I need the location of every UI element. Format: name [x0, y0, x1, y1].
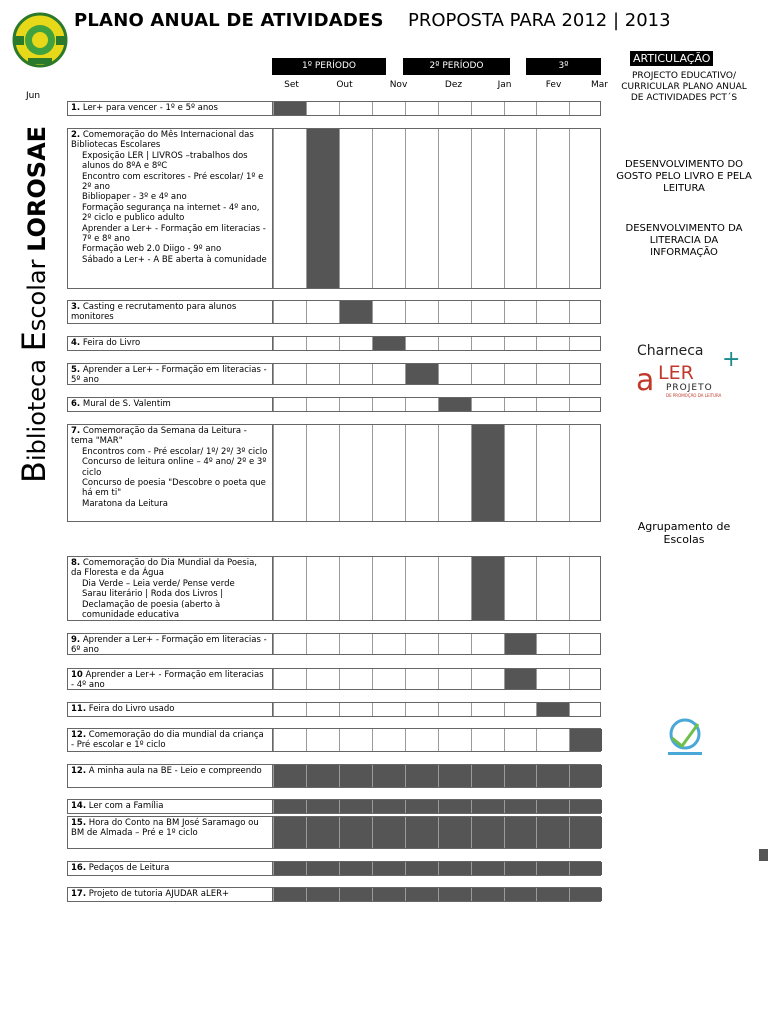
schedule-cell [372, 102, 405, 115]
activity-title: Ler com a Família [88, 801, 164, 811]
activity-description [68, 129, 273, 288]
schedule-cell [372, 301, 405, 323]
schedule-cell [372, 425, 405, 521]
activity-title: A minha aula na BE - Leio e compreendo [88, 766, 262, 776]
schedule-cell [438, 634, 471, 654]
schedule-cell [536, 398, 569, 411]
schedule-cell [471, 301, 504, 323]
schedule-cell-active [273, 102, 306, 115]
activity-number: 5. [71, 365, 81, 375]
schedule-cell [306, 364, 339, 384]
schedule-cell [273, 669, 306, 689]
schedule-cell-active [405, 765, 438, 787]
schedule-cell [405, 398, 438, 411]
activity-row [67, 668, 601, 690]
month-out: Out [336, 80, 353, 90]
schedule-cell-active [405, 364, 438, 384]
schedule-cell-active [569, 862, 602, 875]
schedule-cell-active [471, 557, 504, 620]
schedule-cell-active [504, 888, 537, 901]
activity-title: Comemoração da Semana da Leitura - tema "MAR" [71, 426, 247, 447]
activity-sub-item: Exposição LER | LIVROS –trabalhos dos alunos do 8ºA e 8ºC [82, 150, 248, 172]
schedule-cell [372, 398, 405, 411]
schedule-cell [569, 669, 602, 689]
schedule-cell [536, 729, 569, 751]
activity-sub-item: Sábado a Ler+ - A BE aberta à comunidade [82, 254, 267, 265]
library-word-iblioteca: iblioteca [23, 351, 51, 462]
schedule-cell [405, 669, 438, 689]
schedule-cell-active [536, 800, 569, 813]
schedule-cell-active [569, 765, 602, 787]
activity-row [67, 336, 601, 351]
month-nov: Nov [389, 80, 408, 90]
schedule-cell-active [438, 862, 471, 875]
schedule-cell-active [273, 888, 306, 901]
schedule-cell [372, 129, 405, 288]
activity-title: Hora do Conto na BM José Saramago ou BM de Almada – Pré e 1º ciclo [71, 818, 259, 839]
svg-text:+: + [722, 347, 741, 372]
activity-number: 12. [71, 766, 87, 776]
schedule-cell [339, 337, 372, 350]
schedule-cell [504, 364, 537, 384]
schedule-cell [569, 301, 602, 323]
activity-number: 15. [71, 818, 87, 828]
schedule-cell-active [438, 765, 471, 787]
schedule-cell-active [372, 800, 405, 813]
schedule-cell-active [536, 817, 569, 848]
schedule-cell-active [471, 817, 504, 848]
schedule-cell [306, 669, 339, 689]
page-title: PLANO ANUAL DE ATIVIDADES [74, 10, 384, 31]
schedule-cell-active [372, 817, 405, 848]
schedule-cell-active [504, 800, 537, 813]
schedule-cell-active [536, 888, 569, 901]
schedule-cell-active [273, 817, 306, 848]
schedule-cell [306, 703, 339, 716]
schedule-cell [339, 398, 372, 411]
activity-title: Feira do Livro usado [88, 704, 175, 714]
schedule-cell-active [273, 800, 306, 813]
activity-row [67, 887, 601, 902]
schedule-cell [504, 398, 537, 411]
schedule-cell [504, 703, 537, 716]
schedule-cell [569, 703, 602, 716]
activity-number: 8. [71, 558, 81, 568]
schedule-cell-active [306, 862, 339, 875]
activity-row [67, 363, 601, 385]
schedule-cell [438, 729, 471, 751]
activity-description [68, 634, 273, 654]
schedule-cell-active [339, 817, 372, 848]
schedule-cell [536, 337, 569, 350]
schedule-cell [405, 703, 438, 716]
activity-number: 2. [71, 130, 81, 140]
activity-sub-item: Sarau literário | Roda dos Livros | Declamação de poesia (aberto à comunidade educativa [82, 589, 224, 621]
schedule-cell-active [438, 817, 471, 848]
activity-row [67, 556, 601, 621]
month-jan: Jan [497, 80, 512, 90]
schedule-cell [471, 129, 504, 288]
schedule-cell [471, 364, 504, 384]
activity-number: 16. [71, 863, 87, 873]
schedule-cell [438, 425, 471, 521]
schedule-cell [438, 301, 471, 323]
activity-row [67, 300, 601, 324]
schedule-cell [273, 703, 306, 716]
activity-description [68, 800, 273, 813]
activity-title: Aprender a Ler+ - Formação em literacias - 6º ano [71, 635, 267, 656]
activity-number: 12. [71, 730, 87, 740]
page-subtitle: PROPOSTA PARA 2012 | 2013 [408, 10, 671, 31]
schedule-cell-active [569, 729, 602, 751]
schedule-cell [536, 634, 569, 654]
schedule-cell [569, 337, 602, 350]
activity-row [67, 816, 601, 849]
schedule-cell [569, 634, 602, 654]
activity-title: Projeto de tutoria AJUDAR aLER+ [88, 889, 230, 899]
activity-number: 10 [71, 670, 83, 680]
schedule-cell [306, 301, 339, 323]
schedule-cell [339, 102, 372, 115]
schedule-cell [536, 301, 569, 323]
schedule-cell-active [471, 765, 504, 787]
month-fev: Fev [545, 80, 562, 90]
svg-text:DE PROMOÇÃO DA LEITURA: DE PROMOÇÃO DA LEITURA [666, 393, 722, 398]
schedule-cell-active [306, 129, 339, 288]
schedule-cell [306, 425, 339, 521]
schedule-cell [372, 634, 405, 654]
schedule-cell [306, 398, 339, 411]
activity-description [68, 817, 273, 848]
schedule-cell-active [471, 888, 504, 901]
articulacao-literacia-text: DESENVOLVIMENTO DA LITERACIA DA INFORMAÇÃO [625, 223, 743, 258]
activity-title: Aprender a Ler+ - Formação em literacias - 5º ano [71, 365, 267, 386]
activity-sub-item: Formação web 2.0 Diigo - 9º ano [82, 244, 222, 255]
schedule-cell [339, 703, 372, 716]
period-2-header: 2º PERÍODO [403, 58, 510, 75]
schedule-cell [273, 398, 306, 411]
activity-row [67, 861, 601, 876]
activity-title: Ler+ para vencer - 1º e 5º anos [82, 103, 218, 113]
activity-row [67, 101, 601, 116]
schedule-cell [504, 337, 537, 350]
schedule-cell-active [339, 301, 372, 323]
schedule-cell-active [372, 888, 405, 901]
schedule-cell-active [339, 765, 372, 787]
schedule-cell [471, 703, 504, 716]
activity-title: Mural de S. Valentim [82, 399, 171, 409]
schedule-cell-active [504, 817, 537, 848]
activity-title: Pedaços de Leitura [88, 863, 170, 873]
schedule-cell [306, 729, 339, 751]
month-set: Set [284, 80, 299, 90]
schedule-cell [438, 703, 471, 716]
school-crest-logo [12, 12, 68, 68]
schedule-cell [438, 557, 471, 620]
schedule-cell-active [569, 817, 602, 848]
activity-sub-item: Concurso de leitura online – 4º ano/ 2º e 3º ciclo [82, 457, 267, 478]
schedule-cell [372, 729, 405, 751]
charneca-aler-logo [630, 340, 740, 402]
activity-description [68, 364, 273, 384]
schedule-cell [504, 557, 537, 620]
activity-number: 17. [71, 889, 87, 899]
schedule-cell [405, 557, 438, 620]
schedule-cell [405, 729, 438, 751]
schedule-cell-active [471, 800, 504, 813]
schedule-cell [372, 364, 405, 384]
articulacao-gosto-text: DESENVOLVIMENTO DO GOSTO PELO LIVRO E PELA LEITURA [616, 159, 752, 194]
schedule-cell [273, 337, 306, 350]
activity-number: 3. [71, 302, 81, 312]
schedule-cell [504, 425, 537, 521]
activity-description [68, 301, 273, 323]
schedule-cell-active [438, 800, 471, 813]
schedule-cell-active [536, 862, 569, 875]
schedule-cell [504, 129, 537, 288]
svg-text:LER: LER [658, 362, 694, 384]
schedule-cell [504, 729, 537, 751]
schedule-cell [536, 364, 569, 384]
schedule-cell [504, 102, 537, 115]
activity-title: Casting e recrutamento para alunos monitores [71, 302, 237, 323]
schedule-cell [569, 102, 602, 115]
schedule-cell [273, 301, 306, 323]
schedule-cell-active [471, 425, 504, 521]
svg-text:Charneca: Charneca [637, 343, 704, 359]
svg-text:PROJETO: PROJETO [666, 383, 713, 393]
activity-description [68, 102, 273, 115]
schedule-cell-active [372, 337, 405, 350]
activity-row [67, 128, 601, 289]
activity-description [68, 337, 273, 350]
schedule-cell-active [339, 800, 372, 813]
library-word-scolar: scolar [23, 251, 51, 332]
schedule-cell [405, 425, 438, 521]
activity-number: 11. [71, 704, 87, 714]
activity-number: 1. [71, 103, 81, 113]
activity-sub-item: Aprender a Ler+ - Formação em literacias - 7º e 8º ano [82, 223, 266, 245]
activity-number: 4. [71, 338, 81, 348]
schedule-cell-active [471, 862, 504, 875]
library-initial-b: B [15, 461, 53, 483]
schedule-cell [471, 337, 504, 350]
activity-row [67, 764, 601, 788]
schedule-cell-active [405, 888, 438, 901]
schedule-cell [536, 669, 569, 689]
activity-row [67, 633, 601, 655]
schedule-cell [273, 425, 306, 521]
schedule-cell-active [536, 703, 569, 716]
schedule-cell-active [504, 862, 537, 875]
schedule-cell [438, 364, 471, 384]
activity-description [68, 669, 273, 689]
activity-description [68, 398, 273, 411]
activity-number: 7. [71, 426, 81, 436]
schedule-cell [569, 398, 602, 411]
library-word-lorosae: LOROSAE [23, 125, 51, 252]
schedule-cell [306, 634, 339, 654]
schedule-cell-active [405, 800, 438, 813]
schedule-cell [339, 557, 372, 620]
schedule-cell [471, 102, 504, 115]
activity-sub-item: Bibliopaper - 3º e 4º ano [82, 192, 187, 203]
schedule-cell-active [339, 862, 372, 875]
activity-sub-item: Dia Verde – Leia verde/ Pense verde [82, 578, 235, 589]
activity-row [67, 799, 601, 814]
schedule-cell-active [569, 800, 602, 813]
activity-description [68, 888, 273, 901]
schedule-cell [306, 337, 339, 350]
schedule-cell-active [306, 765, 339, 787]
schedule-cell [372, 669, 405, 689]
activity-description [68, 862, 273, 875]
schedule-cell-active [405, 817, 438, 848]
schedule-cell-active [405, 862, 438, 875]
month-jun-label: Jun [26, 91, 41, 101]
schedule-cell [438, 669, 471, 689]
schedule-cell [536, 425, 569, 521]
period-3-header: 3º [526, 58, 601, 75]
schedule-cell-active [372, 862, 405, 875]
activity-sub-item: Encontro com escritores - Pré escolar/ 1º e 2º ano [82, 171, 264, 193]
schedule-cell [536, 557, 569, 620]
schedule-cell-active [372, 765, 405, 787]
schedule-cell [372, 557, 405, 620]
schedule-cell [405, 634, 438, 654]
schedule-cell [471, 669, 504, 689]
period-1-header: 1º PERÍODO [272, 58, 386, 75]
edge-marker [759, 849, 768, 861]
activity-row [67, 397, 601, 412]
activity-number: 9. [71, 635, 81, 645]
schedule-cell [536, 129, 569, 288]
schedule-cell [339, 634, 372, 654]
schedule-cell [339, 729, 372, 751]
schedule-cell [339, 425, 372, 521]
schedule-cell [273, 364, 306, 384]
svg-text:a: a [636, 363, 655, 398]
schedule-cell [438, 337, 471, 350]
schedule-cell [405, 102, 438, 115]
schedule-cell [273, 129, 306, 288]
articulacao-curricular-text: PROJECTO EDUCATIVO/ CURRICULAR PLANO ANUAL DE ACTIVIDADES PCT´S [621, 71, 747, 103]
activity-number: 6. [71, 399, 81, 409]
activity-sub-item: Maratona da Leitura [82, 498, 168, 509]
activity-title: Comemoração do dia mundial da criança - Pré escolar e 1º ciclo [71, 730, 264, 751]
small-program-logo [660, 716, 710, 760]
activity-number: 14. [71, 801, 87, 811]
schedule-cell [306, 557, 339, 620]
schedule-cell-active [438, 398, 471, 411]
schedule-cell [372, 703, 405, 716]
library-name-vertical [15, 125, 53, 483]
schedule-cell [273, 634, 306, 654]
activity-sub-item: Encontros com - Pré escolar/ 1º/ 2º/ 3º ciclo [82, 446, 268, 457]
agrupamento-label: Agrupamento de Escolas [637, 520, 731, 546]
schedule-cell [438, 129, 471, 288]
articulacao-heading: ARTICULAÇÃO [630, 51, 713, 66]
schedule-cell [471, 729, 504, 751]
schedule-cell [405, 337, 438, 350]
month-mar: Mar [591, 80, 608, 90]
activity-row [67, 424, 601, 522]
schedule-cell-active [273, 862, 306, 875]
schedule-cell-active [273, 765, 306, 787]
activity-row [67, 728, 601, 752]
schedule-cell [471, 634, 504, 654]
schedule-cell-active [536, 765, 569, 787]
activity-sub-item: Formação segurança na internet - 4º ano, 2º ciclo e publico adulto [82, 202, 260, 224]
schedule-cell [339, 129, 372, 288]
activity-description [68, 729, 273, 751]
activity-title: Comemoração do Dia Mundial da Poesia, da Floresta e da Água [71, 558, 257, 579]
schedule-cell [306, 102, 339, 115]
schedule-cell-active [306, 800, 339, 813]
schedule-cell [569, 425, 602, 521]
schedule-cell-active [438, 888, 471, 901]
activity-title: Comemoração do Mês Internacional das Bibliotecas Escolares [71, 130, 254, 151]
schedule-cell-active [569, 888, 602, 901]
schedule-cell [504, 301, 537, 323]
schedule-cell [569, 557, 602, 620]
schedule-cell-active [306, 817, 339, 848]
schedule-cell [569, 364, 602, 384]
activity-description [68, 765, 273, 787]
schedule-cell [405, 129, 438, 288]
schedule-cell [438, 102, 471, 115]
schedule-cell [273, 729, 306, 751]
activity-title: Feira do Livro [82, 338, 141, 348]
schedule-cell [569, 129, 602, 288]
activity-description [68, 425, 273, 521]
schedule-cell [339, 669, 372, 689]
schedule-cell-active [306, 888, 339, 901]
schedule-cell-active [504, 669, 537, 689]
schedule-cell-active [504, 765, 537, 787]
schedule-cell [536, 102, 569, 115]
schedule-cell-active [339, 888, 372, 901]
activity-description [68, 703, 273, 716]
library-initial-e: E [15, 331, 53, 352]
schedule-cell [471, 398, 504, 411]
activity-title: Aprender a Ler+ - Formação em literacias - 4º ano [71, 670, 264, 691]
schedule-cell [273, 557, 306, 620]
schedule-cell [405, 301, 438, 323]
activity-row [67, 702, 601, 717]
month-dez: Dez [444, 80, 463, 90]
schedule-cell-active [504, 634, 537, 654]
activity-description [68, 557, 273, 620]
activity-sub-item: Concurso de poesia "Descobre o poeta que há em ti" [82, 478, 266, 499]
schedule-cell [339, 364, 372, 384]
